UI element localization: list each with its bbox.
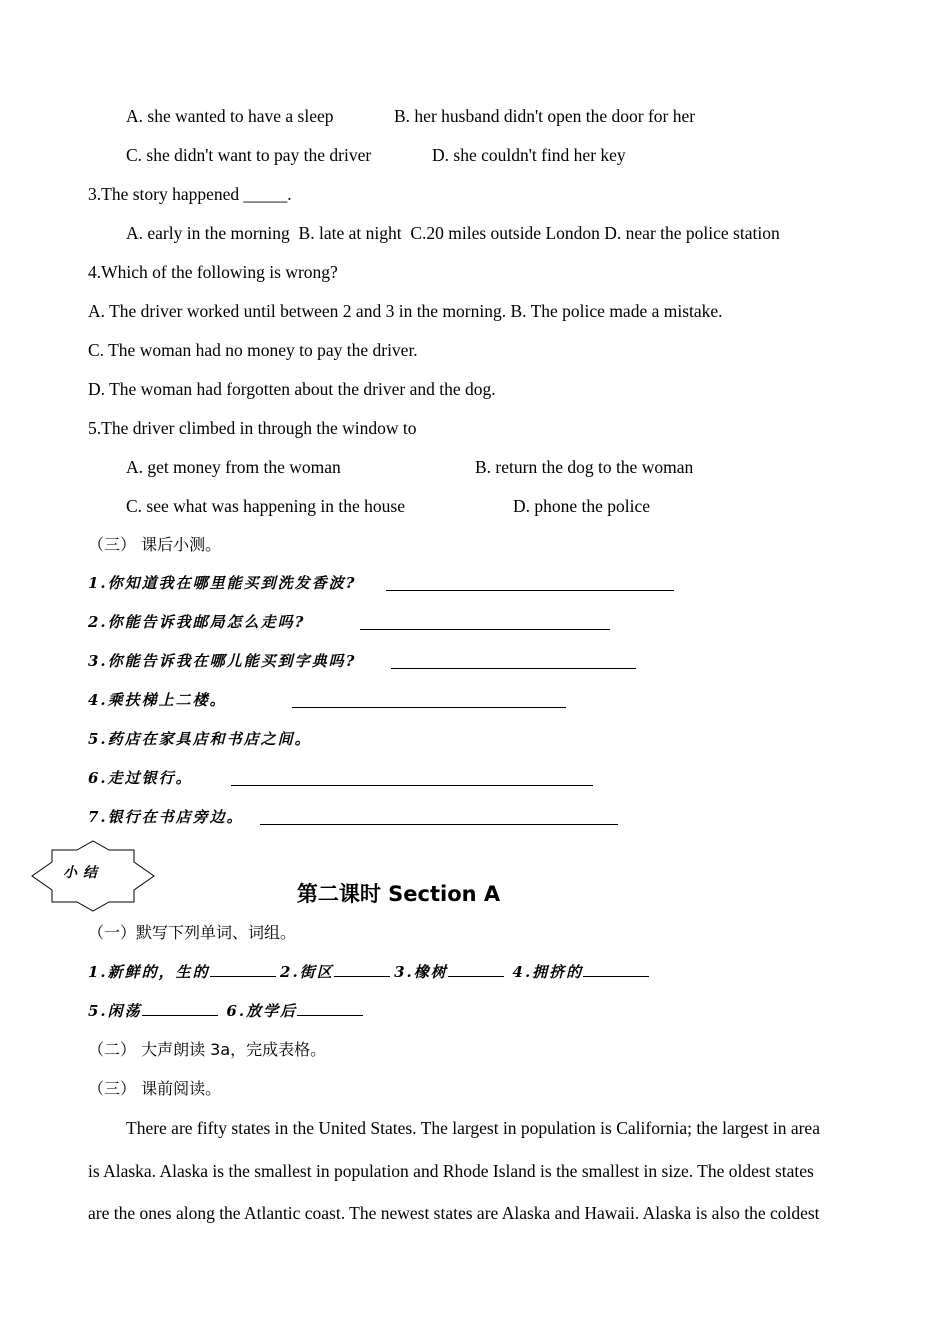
vocab-6: 6.放学后 — [226, 1002, 298, 1020]
q5-option-d: D. phone the police — [513, 496, 651, 516]
vocab-row-2 — [88, 999, 363, 1022]
vocab-5: 5.闲荡 — [88, 1002, 142, 1020]
answer-blank-1[interactable] — [386, 574, 674, 591]
quiz-item-3: 3.你能告诉我在哪儿能买到字典吗? — [88, 652, 357, 670]
q2-option-c: C. she didn't want to pay the driver — [126, 145, 372, 165]
q3-options: A. early in the morning B. late at night C.20 miles outside London D. near the police station — [126, 223, 780, 243]
q2-option-a: A. she wanted to have a sleep — [126, 106, 334, 126]
section3-title: （三） 课后小测。 — [88, 535, 222, 554]
vocab-3: 3.橡树 — [394, 963, 448, 981]
q5-option-c: C. see what was happening in the house — [126, 496, 405, 516]
part3-title: （三） 课前阅读。 — [88, 1079, 222, 1098]
q4-option-d: D. The woman had forgotten about the driver and the dog. — [88, 379, 496, 399]
vocab-blank-4[interactable] — [583, 960, 649, 977]
reading-line-1: There are fifty states in the United States. The largest in population is California; the largest in area — [126, 1118, 820, 1138]
answer-blank-2[interactable] — [360, 613, 610, 630]
q5-option-b: B. return the dog to the woman — [475, 457, 694, 477]
answer-blank-7[interactable] — [260, 808, 618, 825]
quiz-item-7: 7.银行在书店旁边。 — [88, 808, 244, 826]
q2-option-b: B. her husband didn't open the door for her — [394, 106, 696, 126]
vocab-blank-3[interactable] — [448, 960, 504, 977]
vocab-1: 1.新鲜的，生的 — [88, 963, 210, 981]
quiz-item-5: 5.药店在家具店和书店之间。 — [88, 730, 312, 748]
part1-title: （一）默写下列单词、词组。 — [88, 923, 297, 942]
reading-line-2: is Alaska. Alaska is the smallest in population and Rhode Island is the smallest in size. The oldest states — [88, 1161, 814, 1181]
q4-option-c: C. The woman had no money to pay the driver. — [88, 340, 418, 360]
quiz-item-4: 4.乘扶梯上二楼。 — [88, 691, 227, 709]
q4-question: 4.Which of the following is wrong? — [88, 262, 338, 282]
q5-question: 5.The driver climbed in through the window to — [88, 418, 417, 438]
part2-title: （二） 大声朗读 3a，完成表格。 — [88, 1040, 327, 1059]
q5-option-a: A. get money from the woman — [126, 457, 341, 477]
quiz-item-1: 1.你知道我在哪里能买到洗发香波? — [88, 574, 357, 592]
q2-option-d: D. she couldn't find her key — [432, 145, 626, 165]
answer-blank-3[interactable] — [391, 652, 636, 669]
vocab-blank-1[interactable] — [210, 960, 276, 977]
reading-line-3: are the ones along the Atlantic coast. The newest states are Alaska and Hawaii. Alaska is also the coldest — [88, 1203, 820, 1223]
quiz-item-2: 2.你能告诉我邮局怎么走吗? — [88, 613, 306, 631]
vocab-blank-5[interactable] — [142, 999, 218, 1016]
vocab-blank-2[interactable] — [334, 960, 390, 977]
lesson-title: 第二课时 Section A — [296, 882, 501, 906]
vocab-blank-6[interactable] — [297, 999, 363, 1016]
vocab-4: 4.拥挤的 — [512, 963, 584, 981]
vocab-row-1 — [88, 960, 649, 983]
answer-blank-6[interactable] — [231, 769, 593, 786]
quiz-item-6: 6.走过银行。 — [88, 769, 193, 787]
answer-blank-4[interactable] — [292, 691, 566, 708]
q4-option-a: A. The driver worked until between 2 and 3 in the morning. B. The police made a mistake. — [88, 301, 723, 321]
q3-question: 3.The story happened _____. — [88, 184, 292, 204]
summary-badge-label: 小结 — [63, 865, 103, 881]
vocab-2: 2.街区 — [280, 963, 334, 981]
